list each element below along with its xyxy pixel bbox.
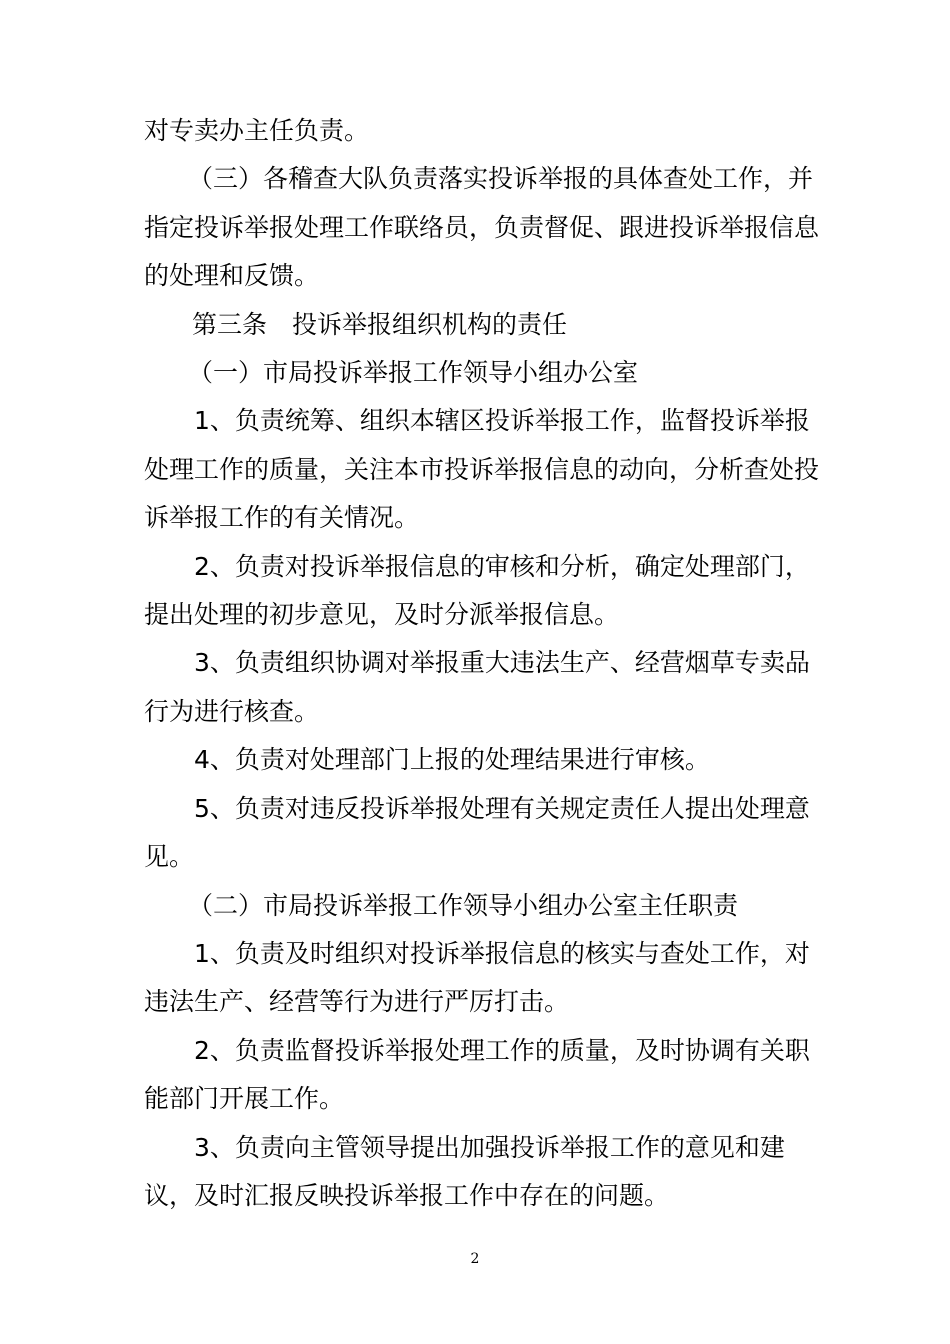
paragraph-continuation: 对专卖办主任负责。 bbox=[144, 116, 370, 145]
list-item: 2、负责对投诉举报信息的审核和分析，确定处理部门，提出处理的初步意见，及时分派举报信息。 bbox=[144, 551, 810, 630]
list-item: 3、负责向主管领导提出加强投诉举报工作的意见和建议，及时汇报反映投诉举报工作中存在的问题。 bbox=[144, 1132, 785, 1210]
list-item: 1、负责及时组织对投诉举报信息的核实与查处工作，对违法生产、经营等行为进行严厉打击。 bbox=[144, 938, 810, 1017]
list-item: 2、负责监督投诉举报处理工作的质量，及时协调有关职能部门开展工作。 bbox=[144, 1035, 810, 1114]
document-body bbox=[144, 107, 824, 1220]
list-item: 3、负责组织协调对举报重大违法生产、经营烟草专卖品行为进行核查。 bbox=[144, 648, 810, 726]
list-item: 5、负责对违反投诉举报处理有关规定责任人提出处理意见。 bbox=[144, 793, 810, 872]
article-heading: 第三条 投诉举报组织机构的责任 bbox=[192, 309, 568, 339]
list-item: 4、负责对处理部门上报的处理结果进行审核。 bbox=[194, 745, 710, 775]
page-number: 2 bbox=[470, 1251, 480, 1267]
paragraph-item-three: （三）各稽查大队负责落实投诉举报的具体查处工作，并指定投诉举报处理工作联络员，负责督促、跟进投诉举报信息的处理和反馈。 bbox=[144, 164, 820, 291]
section-heading-two: （二）市局投诉举报工作领导小组办公室主任职责 bbox=[188, 890, 739, 920]
list-item: 1、负责统筹、组织本辖区投诉举报工作，监督投诉举报处理工作的质量，关注本市投诉举报信息的动向，分析查处投诉举报工作的有关情况。 bbox=[144, 406, 820, 533]
section-heading-one: （一）市局投诉举报工作领导小组办公室 bbox=[188, 358, 639, 388]
